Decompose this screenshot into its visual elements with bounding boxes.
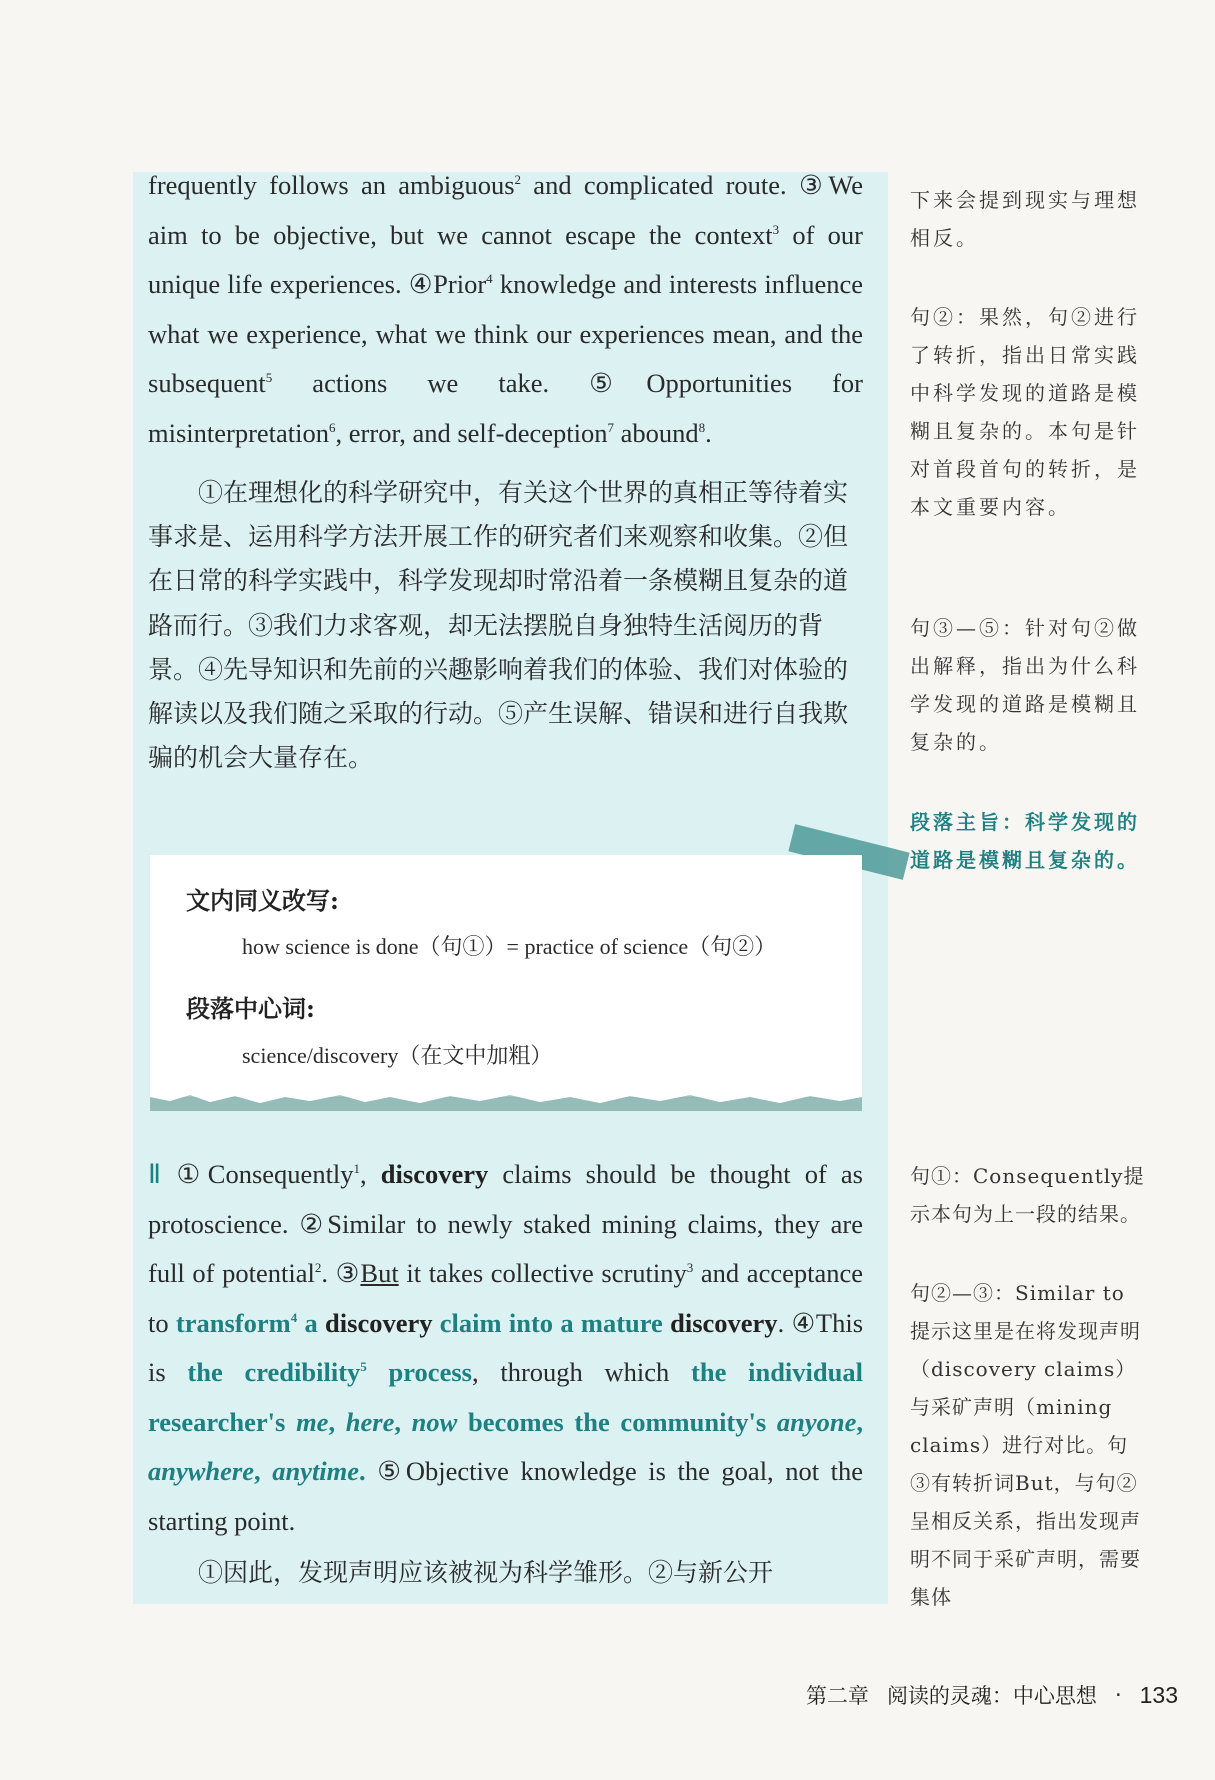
footer-separator: ·: [1114, 1683, 1122, 1707]
footer-title: 阅读的灵魂：中心思想: [886, 1684, 1097, 1708]
torn-edge: [150, 1087, 862, 1111]
note-heading-keyword: 段落中心词:: [186, 994, 315, 1023]
sidebar-note-1: 下来会提到现实与理想相反。: [910, 188, 1140, 250]
note-card: [150, 855, 862, 1097]
page-footer: [806, 1680, 1178, 1710]
paragraph-1-chinese-translation: ①在理想化的科学研究中，有关这个世界的真相正等待着实事求是、运用科学方法开展工作的研究者们来观察和收集。②但在日常的科学实践中，科学发现却时常沿着一条模糊且复杂的道路而行。③我们力求客观，却无法摆脱自身独特生活阅历的背景。④先导知识和先前的兴趣影响着我们的体验、我们对体验的解读以及我们随之采取的行动。⑤产生误解、错误和进行自我欺骗的机会大量存在。: [148, 478, 849, 773]
note-paraphrase-line: how science is done（句①）= practice of science（句②）: [242, 934, 777, 959]
note-heading-paraphrase: 文内同义改写:: [186, 886, 339, 915]
section-roman-numeral: Ⅱ: [148, 1159, 169, 1189]
sidebar-note-3: 句③—⑤：针对句②做出解释，指出为什么科学发现的道路是模糊且复杂的。: [910, 616, 1140, 754]
sidebar-note-2: 句②：果然，句②进行了转折，指出日常实践中科学发现的道路是模糊且复杂的。本句是针对首段首句的转折，是本文重要内容。: [910, 305, 1140, 519]
page-number: 133: [1139, 1681, 1178, 1708]
sidebar-note-6: 句②—③：Similar to提示这里是在将发现声明（discovery claims）与采矿声明（mining claims）进行对比。句③有转折词But，与句②呈相反关系，指出发现声明不同于采矿声明，需要集体: [910, 1281, 1141, 1609]
paragraph-1-english: frequently follows an ambiguous$^2$ and complicated route. ③We aim to be objective, but we cannot escape the context$^3$ of our unique life experiences. ④Prior$^4$ knowledge and interests influence what we experience, what we think our experiences mean, and the subsequent$^5$ actions we take. ⑤Opportunities for misinterpretation$^6$, error, and self-deception$^7$ abound$^8$.: [148, 170, 863, 448]
note-keyword-line: science/discovery（在文中加粗）: [242, 1043, 553, 1068]
footer-chapter: 第二章: [805, 1684, 869, 1708]
sidebar-note-5: 句①：Consequently提示本句为上一段的结果。: [910, 1164, 1145, 1226]
paragraph-2-chinese-translation: ①因此，发现声明应该被视为科学雏形。②与新公开: [198, 1558, 774, 1587]
paragraph-2-english: Ⅱ ①Consequently$^1$, discovery claims should be thought of as protoscience. ②Similar to newly staked mining claims, they are full of potential$^2$. ③But it takes collective scrutiny$^3$ and acceptance to transform$^4$ a discovery claim into a mature discovery. ④This is the credibility$^5$ process, through which the individual researcher's me, here, now becomes the community's anyone, anywhere, anytime. ⑤Objective knowledge is the goal, not the starting point.: [148, 1159, 864, 1536]
sidebar-paragraph-gist: 段落主旨：科学发现的道路是模糊且复杂的。: [910, 810, 1140, 872]
